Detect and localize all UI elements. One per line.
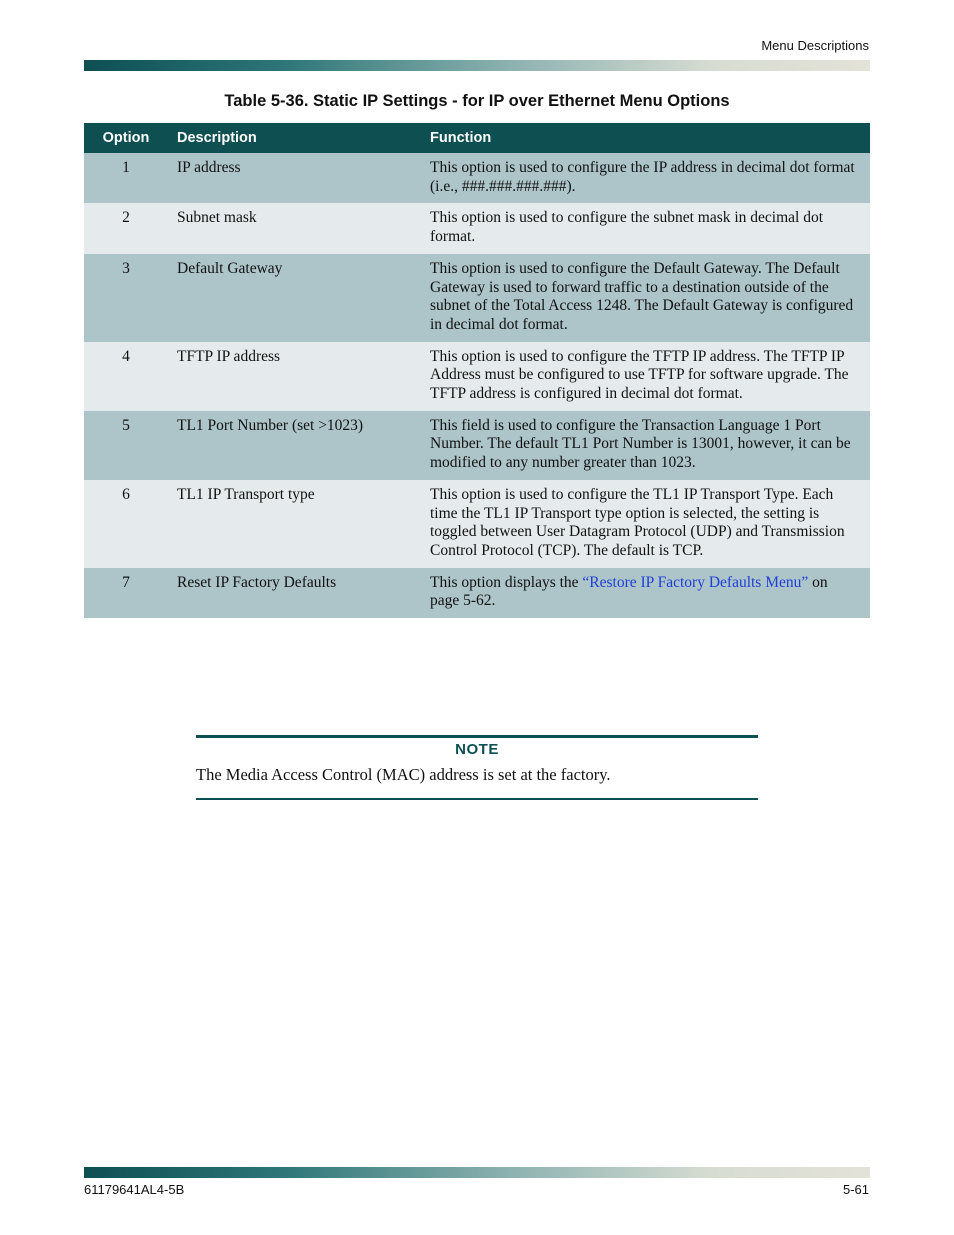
- option-function: This option is used to configure the IP address in decimal dot format (i.e., ###.###.###.###).: [421, 153, 870, 203]
- option-description: Default Gateway: [168, 254, 421, 342]
- table-row: [84, 342, 870, 411]
- option-description: Subnet mask: [168, 203, 421, 253]
- table-row: [84, 568, 870, 618]
- running-header-section: Menu Descriptions: [761, 38, 869, 53]
- option-function: [421, 568, 870, 618]
- option-function: This option is used to configure the TL1 IP Transport Type. Each time the TL1 IP Transport type option is selected, the setting is toggled between User Datagram Protocol (UDP) and Transmission Control Protocol (TCP). The default is TCP.: [421, 480, 870, 568]
- footer-rule: [84, 1167, 870, 1178]
- option-number: 7: [84, 568, 168, 618]
- document-number: 61179641AL4-5B: [84, 1182, 185, 1197]
- option-number: 4: [84, 342, 168, 411]
- table-row: [84, 153, 870, 203]
- table-row: [84, 203, 870, 253]
- note-box: [196, 735, 758, 800]
- function-text-prefix: This option displays the: [430, 573, 583, 591]
- restore-ip-factory-defaults-link[interactable]: “Restore IP Factory Defaults Menu”: [582, 573, 809, 591]
- note-text: The Media Access Control (MAC) address is set at the factory.: [196, 765, 611, 784]
- option-description: IP address: [168, 153, 421, 203]
- option-number: 3: [84, 254, 168, 342]
- option-description: TL1 IP Transport type: [168, 480, 421, 568]
- header-rule: [84, 60, 870, 71]
- table-row: [84, 411, 870, 480]
- page-number: 5-61: [842, 1182, 869, 1197]
- table-title: Table 5-36. Static IP Settings - for IP over Ethernet Menu Options: [224, 92, 730, 110]
- option-function: This field is used to configure the Transaction Language 1 Port Number. The default TL1 Port Number is 13001, however, it can be modified to any number greater than 1023.: [421, 411, 870, 480]
- column-header-description: Description: [168, 123, 421, 153]
- note-title: NOTE: [455, 741, 499, 758]
- option-function: This option is used to configure the Default Gateway. The Default Gateway is used to forward traffic to a destination outside of the subnet of the Total Access 1248. The Default Gateway is configured in decimal dot format.: [421, 254, 870, 342]
- option-number: 2: [84, 203, 168, 253]
- option-function: This option is used to configure the subnet mask in decimal dot format.: [421, 203, 870, 253]
- option-function: This option is used to configure the TFTP IP address. The TFTP IP Address must be configured to use TFTP for software upgrade. The TFTP address is configured in decimal dot format.: [421, 342, 870, 411]
- table-header-row: [84, 123, 870, 153]
- option-description: TL1 Port Number (set >1023): [168, 411, 421, 480]
- option-number: 6: [84, 480, 168, 568]
- function-text-suffix: on page 5-62.: [430, 573, 828, 610]
- table-row: [84, 480, 870, 568]
- table-row: [84, 254, 870, 342]
- column-header-function: Function: [421, 123, 870, 153]
- option-description: TFTP IP address: [168, 342, 421, 411]
- option-description: Reset IP Factory Defaults: [168, 568, 421, 618]
- column-header-option: Option: [84, 123, 168, 153]
- option-number: 5: [84, 411, 168, 480]
- option-number: 1: [84, 153, 168, 203]
- options-table: [84, 123, 870, 618]
